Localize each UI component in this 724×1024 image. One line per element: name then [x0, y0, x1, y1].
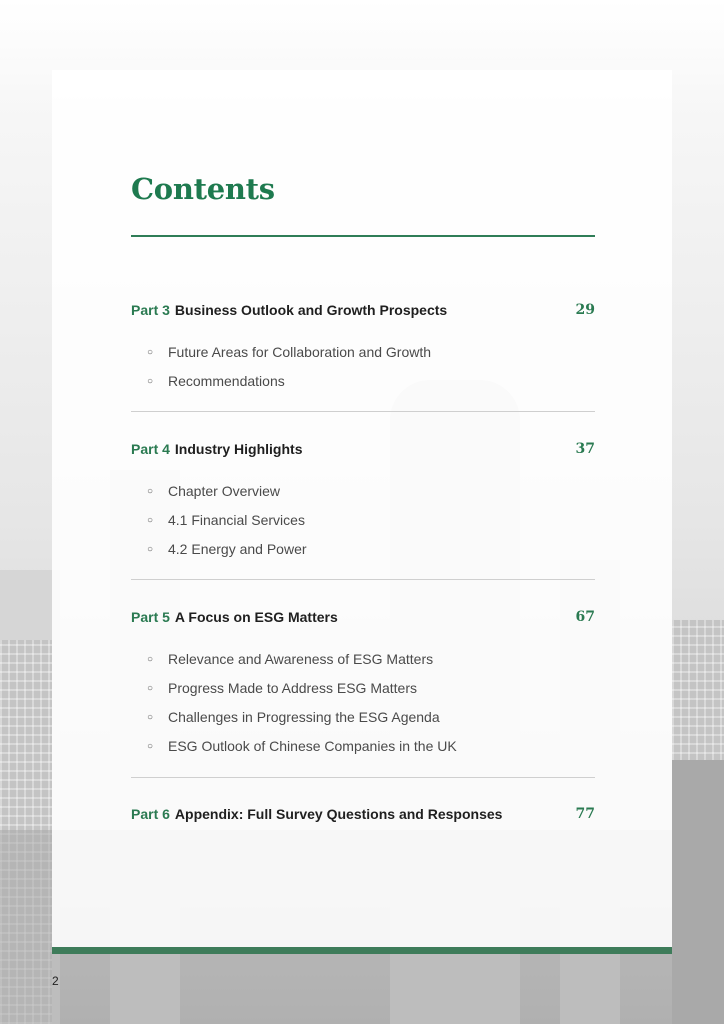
part-number: Part 3: [131, 302, 170, 318]
toc-item[interactable]: ○ Future Areas for Collaboration and Growth: [131, 338, 595, 367]
toc-item[interactable]: ○ Recommendations: [131, 367, 595, 396]
toc-item[interactable]: ○ Challenges in Progressing the ESG Agenda: [131, 703, 595, 732]
bullet-icon: ○: [147, 654, 154, 665]
toc-item[interactable]: ○ Relevance and Awareness of ESG Matters: [131, 645, 595, 674]
part-page-number: 67: [575, 609, 595, 625]
bullet-icon: ○: [147, 515, 154, 526]
part-title: Appendix: Full Survey Questions and Responses: [174, 806, 503, 822]
bullet-icon: ○: [147, 683, 154, 694]
title-divider: [131, 235, 595, 237]
toc-part-6[interactable]: [131, 806, 595, 826]
toc-item[interactable]: ○ ESG Outlook of Chinese Companies in the UK: [131, 732, 595, 761]
bullet-icon: ○: [147, 741, 154, 752]
bullet-icon: ○: [147, 712, 154, 723]
bullet-icon: ○: [147, 347, 154, 358]
part-title: Industry Highlights: [174, 441, 303, 457]
toc-item[interactable]: ○ Progress Made to Address ESG Matters: [131, 674, 595, 703]
toc-part-4[interactable]: [131, 441, 595, 564]
section-divider: [131, 411, 595, 412]
page-title: Contents: [131, 172, 275, 206]
bullet-icon: ○: [147, 544, 154, 555]
toc-item[interactable]: ○ Chapter Overview: [131, 477, 595, 506]
part-title: Business Outlook and Growth Prospects: [174, 302, 448, 318]
part-number: Part 6: [131, 806, 170, 822]
toc-part-5[interactable]: [131, 609, 595, 761]
bullet-icon: ○: [147, 486, 154, 497]
section-divider: [131, 579, 595, 580]
toc-item[interactable]: ○ 4.2 Energy and Power: [131, 535, 595, 564]
part-page-number: 29: [575, 302, 595, 318]
footer-accent-bar: [52, 947, 672, 954]
part-title: A Focus on ESG Matters: [174, 609, 338, 625]
part-page-number: 77: [575, 806, 595, 822]
toc-part-3[interactable]: [131, 302, 595, 396]
part-page-number: 37: [575, 441, 595, 457]
part-number: Part 4: [131, 441, 170, 457]
part-number: Part 5: [131, 609, 170, 625]
toc-item[interactable]: ○ 4.1 Financial Services: [131, 506, 595, 535]
page-number: 2: [52, 974, 59, 988]
bullet-icon: ○: [147, 376, 154, 387]
section-divider: [131, 777, 595, 778]
